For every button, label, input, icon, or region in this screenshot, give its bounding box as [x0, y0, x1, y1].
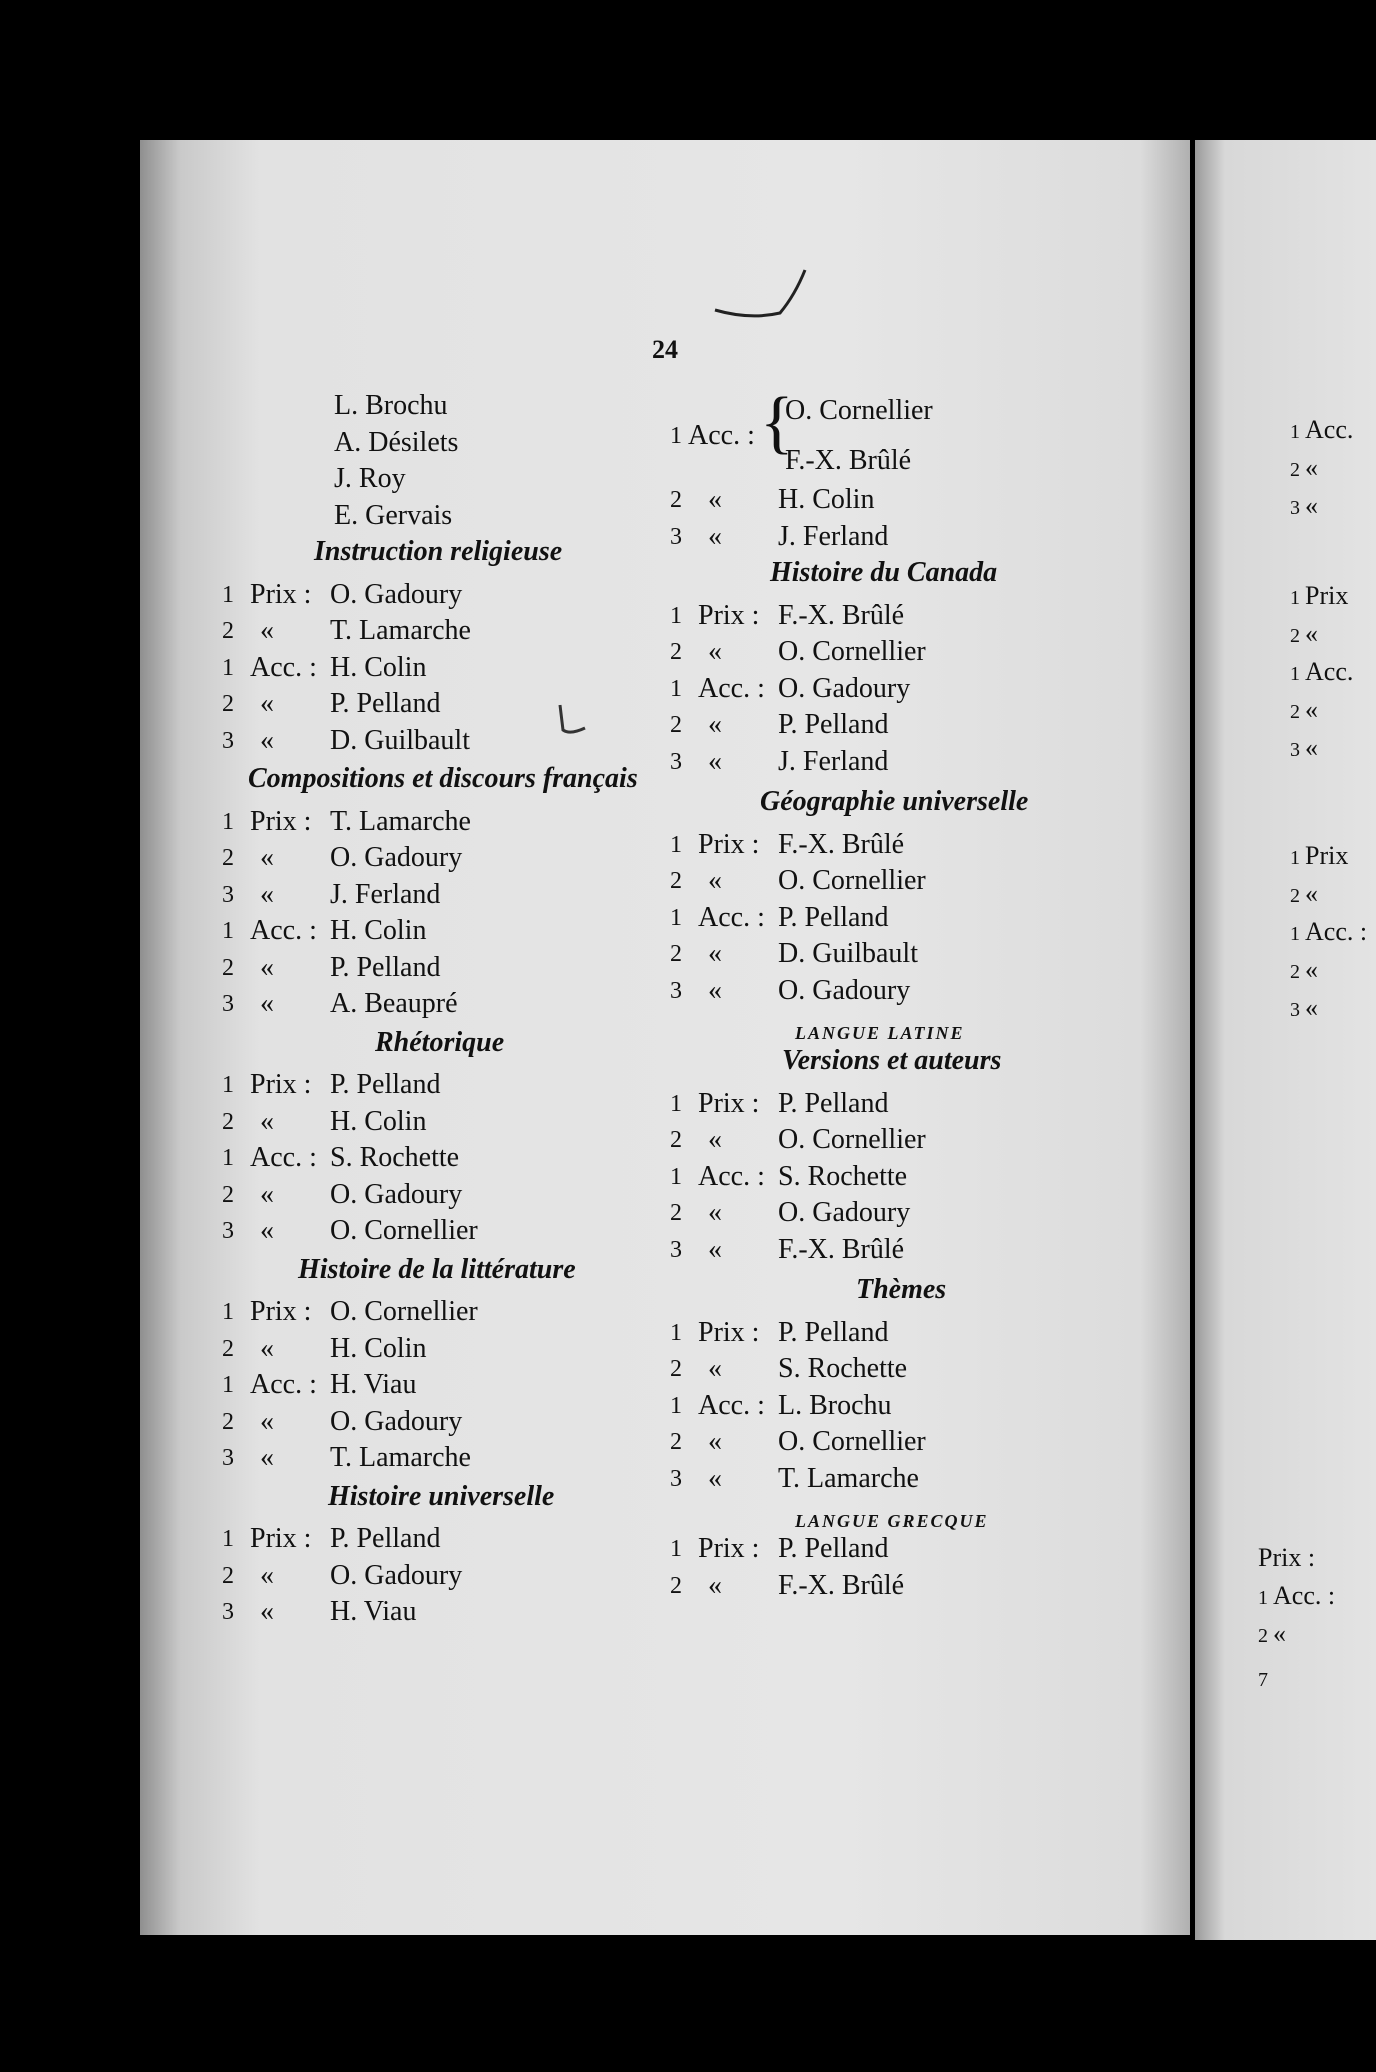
student-name: O. Cornellier — [785, 395, 933, 426]
award-row — [670, 1424, 1030, 1460]
rank-number: 2 — [222, 1408, 234, 1435]
fragment-text: « — [1305, 733, 1318, 762]
award-row — [222, 577, 582, 613]
rank-number: 2 — [670, 1200, 682, 1226]
student-name: O. Cornellier — [330, 1296, 478, 1327]
student-name: H. Colin — [330, 1105, 427, 1137]
section-heading: Instruction religieuse — [314, 536, 563, 567]
section-heading: Versions et auteurs — [782, 1045, 1002, 1076]
student-name: A. Désilets — [334, 426, 459, 458]
student-name: O. Cornellier — [778, 636, 926, 667]
prize-label: Prix : — [250, 578, 312, 610]
adjacent-fragment — [1290, 450, 1318, 486]
section-heading: Rhétorique — [375, 1026, 505, 1058]
rank-number: 1 — [1290, 923, 1305, 945]
fragment-text: « — [1305, 879, 1318, 908]
award-row — [670, 1086, 1030, 1122]
rank-number: 1 — [222, 808, 234, 835]
award-row — [222, 613, 582, 649]
student-name: J. Ferland — [778, 745, 889, 777]
award-row — [670, 707, 1030, 743]
ditto-mark: « — [260, 615, 274, 646]
rank-number: 2 — [1290, 459, 1305, 481]
adjacent-fragment — [1290, 838, 1348, 874]
award-row — [222, 1367, 582, 1403]
ditto-mark: « — [708, 865, 722, 896]
prize-label: Prix : — [698, 1316, 760, 1348]
rank-number: 1 — [670, 1319, 682, 1346]
rank-number: 3 — [222, 1218, 234, 1244]
section-heading: Histoire de la littérature — [298, 1253, 576, 1285]
award-row — [222, 1404, 582, 1440]
student-name: O. Gadoury — [778, 1197, 911, 1228]
adjacent-fragment — [1290, 412, 1353, 448]
student-name: O. Gadoury — [778, 974, 911, 1006]
student-name: O. Gadoury — [778, 672, 911, 704]
fragment-text: Prix — [1305, 581, 1349, 610]
ditto-mark: « — [708, 938, 722, 969]
ditto-mark: « — [260, 878, 274, 910]
adjacent-fragment — [1290, 730, 1318, 766]
fragment-text: « — [1273, 1619, 1286, 1648]
rank-number: 1 — [1290, 587, 1305, 609]
rank-number: 1 — [670, 423, 682, 449]
ditto-mark: « — [708, 974, 722, 1006]
award-row — [222, 650, 582, 686]
fragment-text: « — [1305, 453, 1318, 482]
rank-number: 3 — [1290, 497, 1305, 519]
award-row — [222, 877, 582, 913]
award-row — [222, 1440, 582, 1476]
student-name: T. Lamarche — [778, 1462, 919, 1494]
student-name: H. Colin — [778, 484, 875, 515]
prize-label: Prix : — [250, 1523, 312, 1554]
accessit-label: Acc. : — [250, 1369, 317, 1400]
rank-number: 2 — [222, 1335, 234, 1362]
fragment-text: Acc. — [1305, 657, 1354, 686]
award-row — [670, 973, 1030, 1009]
fragment-text: « — [1305, 491, 1318, 520]
ditto-mark: « — [260, 1596, 274, 1627]
student-name: S. Rochette — [778, 1353, 908, 1384]
award-row — [670, 863, 1030, 899]
student-name: O. Cornellier — [778, 1124, 926, 1155]
adjacent-fragment — [1290, 692, 1318, 728]
accessit-label: Acc. : — [250, 651, 317, 683]
ditto-mark: « — [260, 724, 274, 756]
award-row — [222, 723, 582, 759]
student-name: O. Cornellier — [778, 1426, 926, 1457]
rank-number: 1 — [222, 1072, 234, 1098]
student-name: F.-X. Brûlé — [778, 828, 905, 860]
award-row — [670, 634, 1030, 670]
rank-number: 1 — [222, 654, 234, 681]
ditto-mark: « — [708, 1426, 722, 1457]
student-name: P. Pelland — [778, 709, 889, 740]
award-row — [222, 1140, 582, 1176]
student-name: E. Gervais — [334, 499, 453, 531]
rank-number: 1 — [1290, 663, 1305, 685]
rank-number: 3 — [670, 1465, 682, 1492]
rank-number: 3 — [670, 523, 682, 550]
rank-number: 1 — [670, 904, 682, 931]
award-row — [670, 1351, 1030, 1387]
student-name: F.-X. Brûlé — [778, 599, 905, 631]
rank-number: 2 — [222, 1108, 234, 1135]
language-heading: LANGUE LATINE — [795, 1023, 965, 1043]
student-name: P. Pelland — [330, 1523, 441, 1554]
prize-label: Prix : — [250, 1069, 312, 1100]
rank-number: 2 — [670, 1572, 682, 1599]
rank-number: 3 — [222, 727, 234, 754]
ditto-mark: « — [708, 709, 722, 740]
rank-number: 2 — [670, 1356, 682, 1382]
rank-number: 3 — [1290, 999, 1305, 1021]
award-row — [222, 1331, 582, 1367]
rank-number: 3 — [670, 1236, 682, 1263]
prize-label: Prix : — [698, 1087, 760, 1119]
award-row — [670, 1531, 1030, 1567]
rank-number: 1 — [222, 1145, 234, 1171]
award-row — [670, 1315, 1030, 1351]
student-name: H. Colin — [330, 651, 427, 683]
rank-number: 1 — [1290, 421, 1305, 443]
rank-number: 3 — [222, 881, 234, 908]
rank-number: 1 — [670, 602, 682, 629]
student-name: P. Pelland — [778, 1316, 889, 1348]
award-row — [222, 1521, 582, 1557]
section-heading: Histoire du Canada — [770, 557, 998, 588]
prize-label: Prix : — [250, 805, 312, 837]
ditto-mark: « — [260, 988, 274, 1019]
adjacent-fragment — [1290, 654, 1353, 690]
student-name: H. Colin — [330, 1332, 427, 1364]
brace-glyph: { — [760, 384, 794, 461]
award-row — [222, 1594, 582, 1630]
fragment-text: « — [1305, 619, 1318, 648]
ditto-mark: « — [708, 1353, 722, 1384]
student-name: F.-X. Brûlé — [778, 1233, 905, 1265]
accessit-label: Acc. : — [698, 1389, 765, 1421]
rank-number: 2 — [222, 1181, 234, 1208]
student-name: P. Pelland — [778, 1533, 889, 1564]
student-name: P. Pelland — [330, 1069, 441, 1100]
fragment-text: « — [1305, 955, 1318, 984]
student-name: L. Brochu — [778, 1389, 892, 1421]
award-row — [670, 1195, 1030, 1231]
student-name: H. Viau — [330, 1596, 417, 1627]
award-row — [670, 1568, 1030, 1604]
award-row — [222, 986, 582, 1022]
adjacent-fragment — [1258, 1616, 1286, 1652]
rank-number: 1 — [670, 1392, 682, 1419]
rank-number: 2 — [670, 941, 682, 967]
section-heading: Géographie universelle — [760, 786, 1029, 817]
ditto-mark: « — [260, 1405, 274, 1437]
fragment-text: « — [1305, 695, 1318, 724]
rank-number: 3 — [222, 1599, 234, 1625]
student-name: T. Lamarche — [330, 615, 471, 646]
student-name: O. Gadoury — [330, 578, 463, 610]
fragment-text: Acc. — [1305, 415, 1354, 444]
student-name: O. Gadoury — [330, 842, 463, 873]
handwritten-check-mark — [710, 265, 810, 325]
rank-number: 1 — [670, 831, 682, 858]
rank-number: 1 — [670, 1163, 682, 1190]
adjacent-fragment — [1290, 578, 1348, 614]
adjacent-fragment — [1290, 488, 1318, 524]
student-name: A. Beaupré — [330, 988, 458, 1019]
rank-number: 1 — [222, 1526, 234, 1552]
ditto-mark: « — [260, 688, 274, 719]
student-name: J. Roy — [334, 463, 406, 494]
rank-number: 1 — [1258, 1587, 1273, 1609]
adjacent-page-edge — [1195, 140, 1376, 1940]
student-name: P. Pelland — [330, 951, 441, 983]
accessit-label: Acc. : — [698, 901, 765, 933]
prize-label: Prix : — [698, 828, 760, 860]
rank-number: 2 — [670, 487, 682, 513]
student-name: O. Cornellier — [330, 1215, 478, 1246]
award-row — [222, 1294, 582, 1330]
student-name: P. Pelland — [778, 901, 889, 933]
ditto-mark: « — [260, 1332, 274, 1364]
award-row — [670, 900, 1030, 936]
ditto-mark: « — [260, 1105, 274, 1137]
rank-number: 2 — [1290, 701, 1305, 723]
rank-number: 2 — [1290, 961, 1305, 983]
adjacent-fragment — [1290, 952, 1318, 988]
section-heading: Histoire universelle — [328, 1480, 555, 1512]
rank-number: 2 — [222, 691, 234, 717]
award-row — [670, 1159, 1030, 1195]
student-name: S. Rochette — [330, 1142, 460, 1173]
rank-number: 1 — [670, 675, 682, 702]
student-name: H. Colin — [330, 915, 427, 946]
award-row — [222, 804, 582, 840]
rank-number: 2 — [670, 868, 682, 894]
adjacent-fragment — [1290, 616, 1318, 652]
ditto-mark: « — [260, 1442, 274, 1473]
ditto-mark: « — [260, 951, 274, 983]
ditto-mark: « — [708, 484, 722, 515]
award-row — [222, 686, 582, 722]
award-row — [222, 1177, 582, 1213]
fragment-text: Acc. : — [1305, 917, 1368, 946]
adjacent-fragment — [1258, 1578, 1335, 1614]
rank-number: 2 — [670, 1127, 682, 1153]
accessit-label: Acc. : — [250, 1142, 317, 1173]
award-row — [670, 827, 1030, 863]
ditto-mark: « — [260, 842, 274, 873]
fragment-text: Prix : — [1258, 1543, 1316, 1572]
award-row — [670, 482, 1030, 518]
ditto-mark: « — [260, 1178, 274, 1210]
rank-number: 1 — [670, 1090, 682, 1117]
ditto-mark: « — [708, 745, 722, 777]
rank-number: 1 — [670, 1536, 682, 1562]
rank-number: 2 — [222, 618, 234, 644]
student-name: T. Lamarche — [330, 1442, 471, 1473]
award-row — [222, 1067, 582, 1103]
student-name: J. Ferland — [330, 878, 441, 910]
student-name: D. Guilbault — [330, 724, 470, 756]
award-row — [670, 1232, 1030, 1268]
award-row — [222, 913, 582, 949]
adjacent-fragment — [1258, 1660, 1268, 1696]
rank-number: 3 — [670, 977, 682, 1004]
adjacent-fragment — [1258, 1540, 1315, 1576]
accessit-label: Acc. : — [698, 672, 765, 704]
ditto-mark: « — [708, 636, 722, 667]
rank-number: 2 — [1258, 1625, 1273, 1647]
student-name: F.-X. Brûlé — [785, 445, 912, 476]
student-name: O. Gadoury — [330, 1178, 463, 1210]
section-heading: Compositions et discours français — [248, 763, 638, 794]
ditto-mark: « — [708, 1462, 722, 1494]
ditto-mark: « — [708, 1569, 722, 1601]
adjacent-fragment — [1290, 990, 1318, 1026]
award-row — [670, 1461, 1030, 1497]
section-heading: Thèmes — [856, 1274, 947, 1305]
rank-number: 2 — [1290, 885, 1305, 907]
award-row — [222, 1104, 582, 1140]
student-name: F.-X. Brûlé — [778, 1569, 905, 1601]
rank-number: 3 — [1290, 739, 1305, 761]
ditto-mark: « — [708, 520, 722, 552]
ditto-mark: « — [260, 1215, 274, 1246]
rank-number: 1 — [222, 581, 234, 608]
student-name: L. Brochu — [334, 390, 448, 421]
award-row — [222, 840, 582, 876]
rank-number: 3 — [222, 991, 234, 1017]
student-name: O. Cornellier — [778, 865, 926, 896]
rank-number: 2 — [670, 1429, 682, 1455]
award-row — [222, 1558, 582, 1594]
accessit-label: Acc. : — [688, 420, 755, 451]
language-heading: LANGUE GRECQUE — [795, 1511, 989, 1531]
page-number: 24 — [652, 335, 678, 364]
rank-number: 2 — [222, 954, 234, 981]
award-row — [670, 744, 1030, 780]
student-name: P. Pelland — [778, 1087, 889, 1119]
student-name: P. Pelland — [330, 688, 441, 719]
student-name: O. Gadoury — [330, 1559, 463, 1591]
student-name: J. Ferland — [778, 520, 889, 552]
rank-number: 2 — [1290, 625, 1305, 647]
student-name: T. Lamarche — [330, 805, 471, 837]
fragment-text: Acc. : — [1273, 1581, 1336, 1610]
award-row — [670, 1388, 1030, 1424]
ditto-mark: « — [708, 1124, 722, 1155]
rank-number: 3 — [670, 748, 682, 775]
rank-number: 1 — [222, 1299, 234, 1325]
rank-number: 7 — [1258, 1669, 1268, 1691]
student-name: O. Gadoury — [330, 1405, 463, 1437]
adjacent-fragment — [1290, 876, 1318, 912]
prize-label: Prix : — [698, 599, 760, 631]
accessit-label: Acc. : — [698, 1160, 765, 1192]
rank-number: 3 — [222, 1445, 234, 1471]
accessit-label: Acc. : — [250, 915, 317, 946]
award-row — [222, 950, 582, 986]
scanned-page — [140, 140, 1190, 1935]
award-row — [670, 671, 1030, 707]
student-name: D. Guilbault — [778, 938, 918, 969]
award-row — [670, 1122, 1030, 1158]
ditto-mark: « — [708, 1197, 722, 1228]
fragment-text: « — [1305, 993, 1318, 1022]
adjacent-fragment — [1290, 914, 1367, 950]
award-row — [670, 519, 1030, 555]
ditto-mark: « — [708, 1233, 722, 1265]
rank-number: 2 — [222, 1562, 234, 1589]
prize-label: Prix : — [698, 1533, 760, 1564]
award-row — [670, 598, 1030, 634]
fragment-text: Prix — [1305, 841, 1349, 870]
rank-number: 1 — [222, 1372, 234, 1398]
rank-number: 2 — [222, 845, 234, 871]
rank-number: 2 — [670, 712, 682, 738]
ditto-mark: « — [260, 1559, 274, 1591]
student-name: S. Rochette — [778, 1160, 908, 1192]
rank-number: 1 — [222, 918, 234, 944]
award-row — [670, 936, 1030, 972]
rank-number: 1 — [1290, 847, 1305, 869]
award-row — [222, 1213, 582, 1249]
student-name: H. Viau — [330, 1369, 417, 1400]
prize-label: Prix : — [250, 1296, 312, 1327]
rank-number: 2 — [670, 639, 682, 665]
